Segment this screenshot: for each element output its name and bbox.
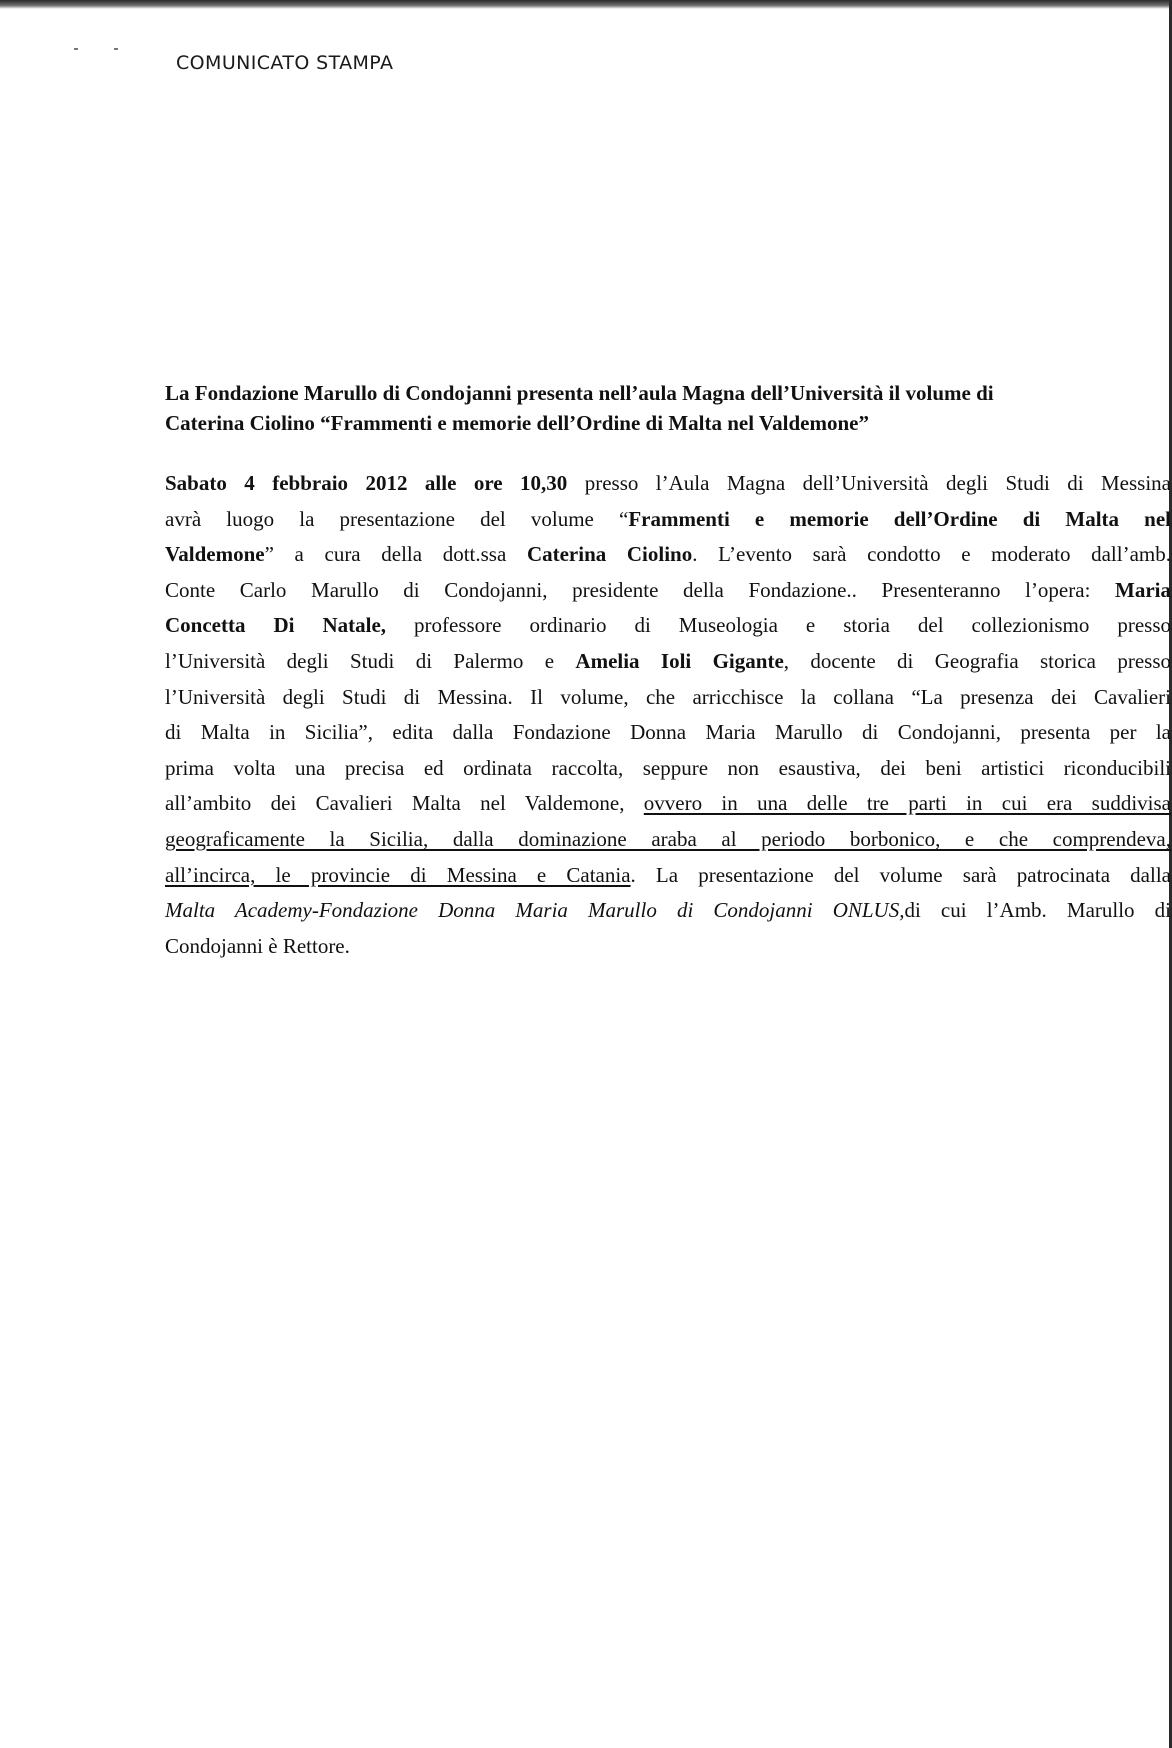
text-run: professore ordinario di Museologia e storia del collezionismo presso: [386, 613, 1171, 638]
speaker-name-1-part-1: Maria: [1115, 577, 1171, 602]
event-date-time: Sabato 4 febbraio 2012 alle ore 10,30: [165, 471, 568, 495]
sponsor-name: Malta Academy-Fondazione Donna Maria Marullo di Condojanni ONLUS,: [165, 898, 905, 923]
book-title-part-1: Frammenti e memorie dell’Ordine di Malta nel: [628, 506, 1171, 531]
text-run: Condojanni è Rettore.: [165, 933, 350, 958]
body-line-12: [165, 858, 1171, 894]
underlined-text-3: all’incirca, le provincie di Messina e Catania: [165, 862, 631, 887]
body-line-8: [165, 715, 1171, 751]
text-run: , docente di Geografia storica presso: [783, 648, 1171, 673]
document-title: [165, 378, 1170, 438]
book-title-part-2: Valdemone: [165, 542, 265, 567]
text-run: . La presentazione del volume sarà patrocinata dalla: [630, 862, 1171, 887]
body-line-1: [165, 466, 1171, 502]
underlined-text-1: ovvero in una delle tre parti in cui era suddivisa: [643, 791, 1171, 816]
author-name: Caterina Ciolino: [526, 542, 693, 567]
text-run: di cui l’Amb. Marullo di: [904, 898, 1172, 923]
body-line-13: [165, 893, 1171, 929]
body-line-4: [165, 573, 1171, 609]
underlined-text-2: geograficamente la Sicilia, dalla dominazione araba al periodo borbonico, e che comprendeva,: [165, 826, 1171, 851]
scan-speck-marks: [74, 48, 118, 52]
scan-top-edge: [0, 0, 1172, 9]
title-line-1: La Fondazione Marullo di Condojanni presenta nell’aula Magna dell’Università il volume di: [165, 381, 994, 405]
text-run: di Malta in Sicilia”, edita dalla Fondazione Donna Maria Marullo di Condojanni, presenta per la: [165, 720, 1171, 745]
body-line-3: [165, 537, 1171, 573]
text-run: avrà luogo la presentazione del volume “: [165, 506, 629, 531]
body-line-9: [165, 751, 1171, 787]
title-line-2: Caterina Ciolino “Frammenti e memorie dell’Ordine di Malta nel Valdemone”: [165, 411, 869, 435]
text-run: Conte Carlo Marullo di Condojanni, presidente della Fondazione.. Presenteranno l’opera:: [165, 577, 1116, 602]
text-run: l’Università degli Studi di Messina. Il volume, che arricchisce la collana “La presenza dei Cavalieri: [165, 684, 1171, 709]
speaker-name-2: Amelia Ioli Gigante: [575, 648, 784, 673]
body-line-10: [165, 786, 1171, 822]
text-run: presso l’Aula Magna dell’Università degli Studi di Messina: [567, 471, 1171, 495]
body-line-5: [165, 608, 1171, 644]
body-line-7: [165, 680, 1171, 716]
text-run: prima volta una precisa ed ordinata raccolta, seppure non esaustiva, dei beni artistici riconducibili: [165, 755, 1171, 780]
body-paragraph: [165, 466, 1171, 964]
text-run: ” a cura della dott.ssa: [264, 542, 527, 567]
text-run: all’ambito dei Cavalieri Malta nel Valdemone,: [165, 791, 644, 816]
body-line-6: [165, 644, 1171, 680]
body-line-11: [165, 822, 1171, 858]
text-run: . L’evento sarà condotto e moderato dall’amb.: [692, 542, 1171, 567]
press-release-header: COMUNICATO STAMPA: [176, 52, 394, 74]
body-line-2: [165, 502, 1171, 538]
body-line-14: [165, 929, 1171, 965]
speaker-name-1-part-2: Concetta Di Natale,: [165, 613, 387, 638]
text-run: l’Università degli Studi di Palermo e: [165, 648, 576, 673]
